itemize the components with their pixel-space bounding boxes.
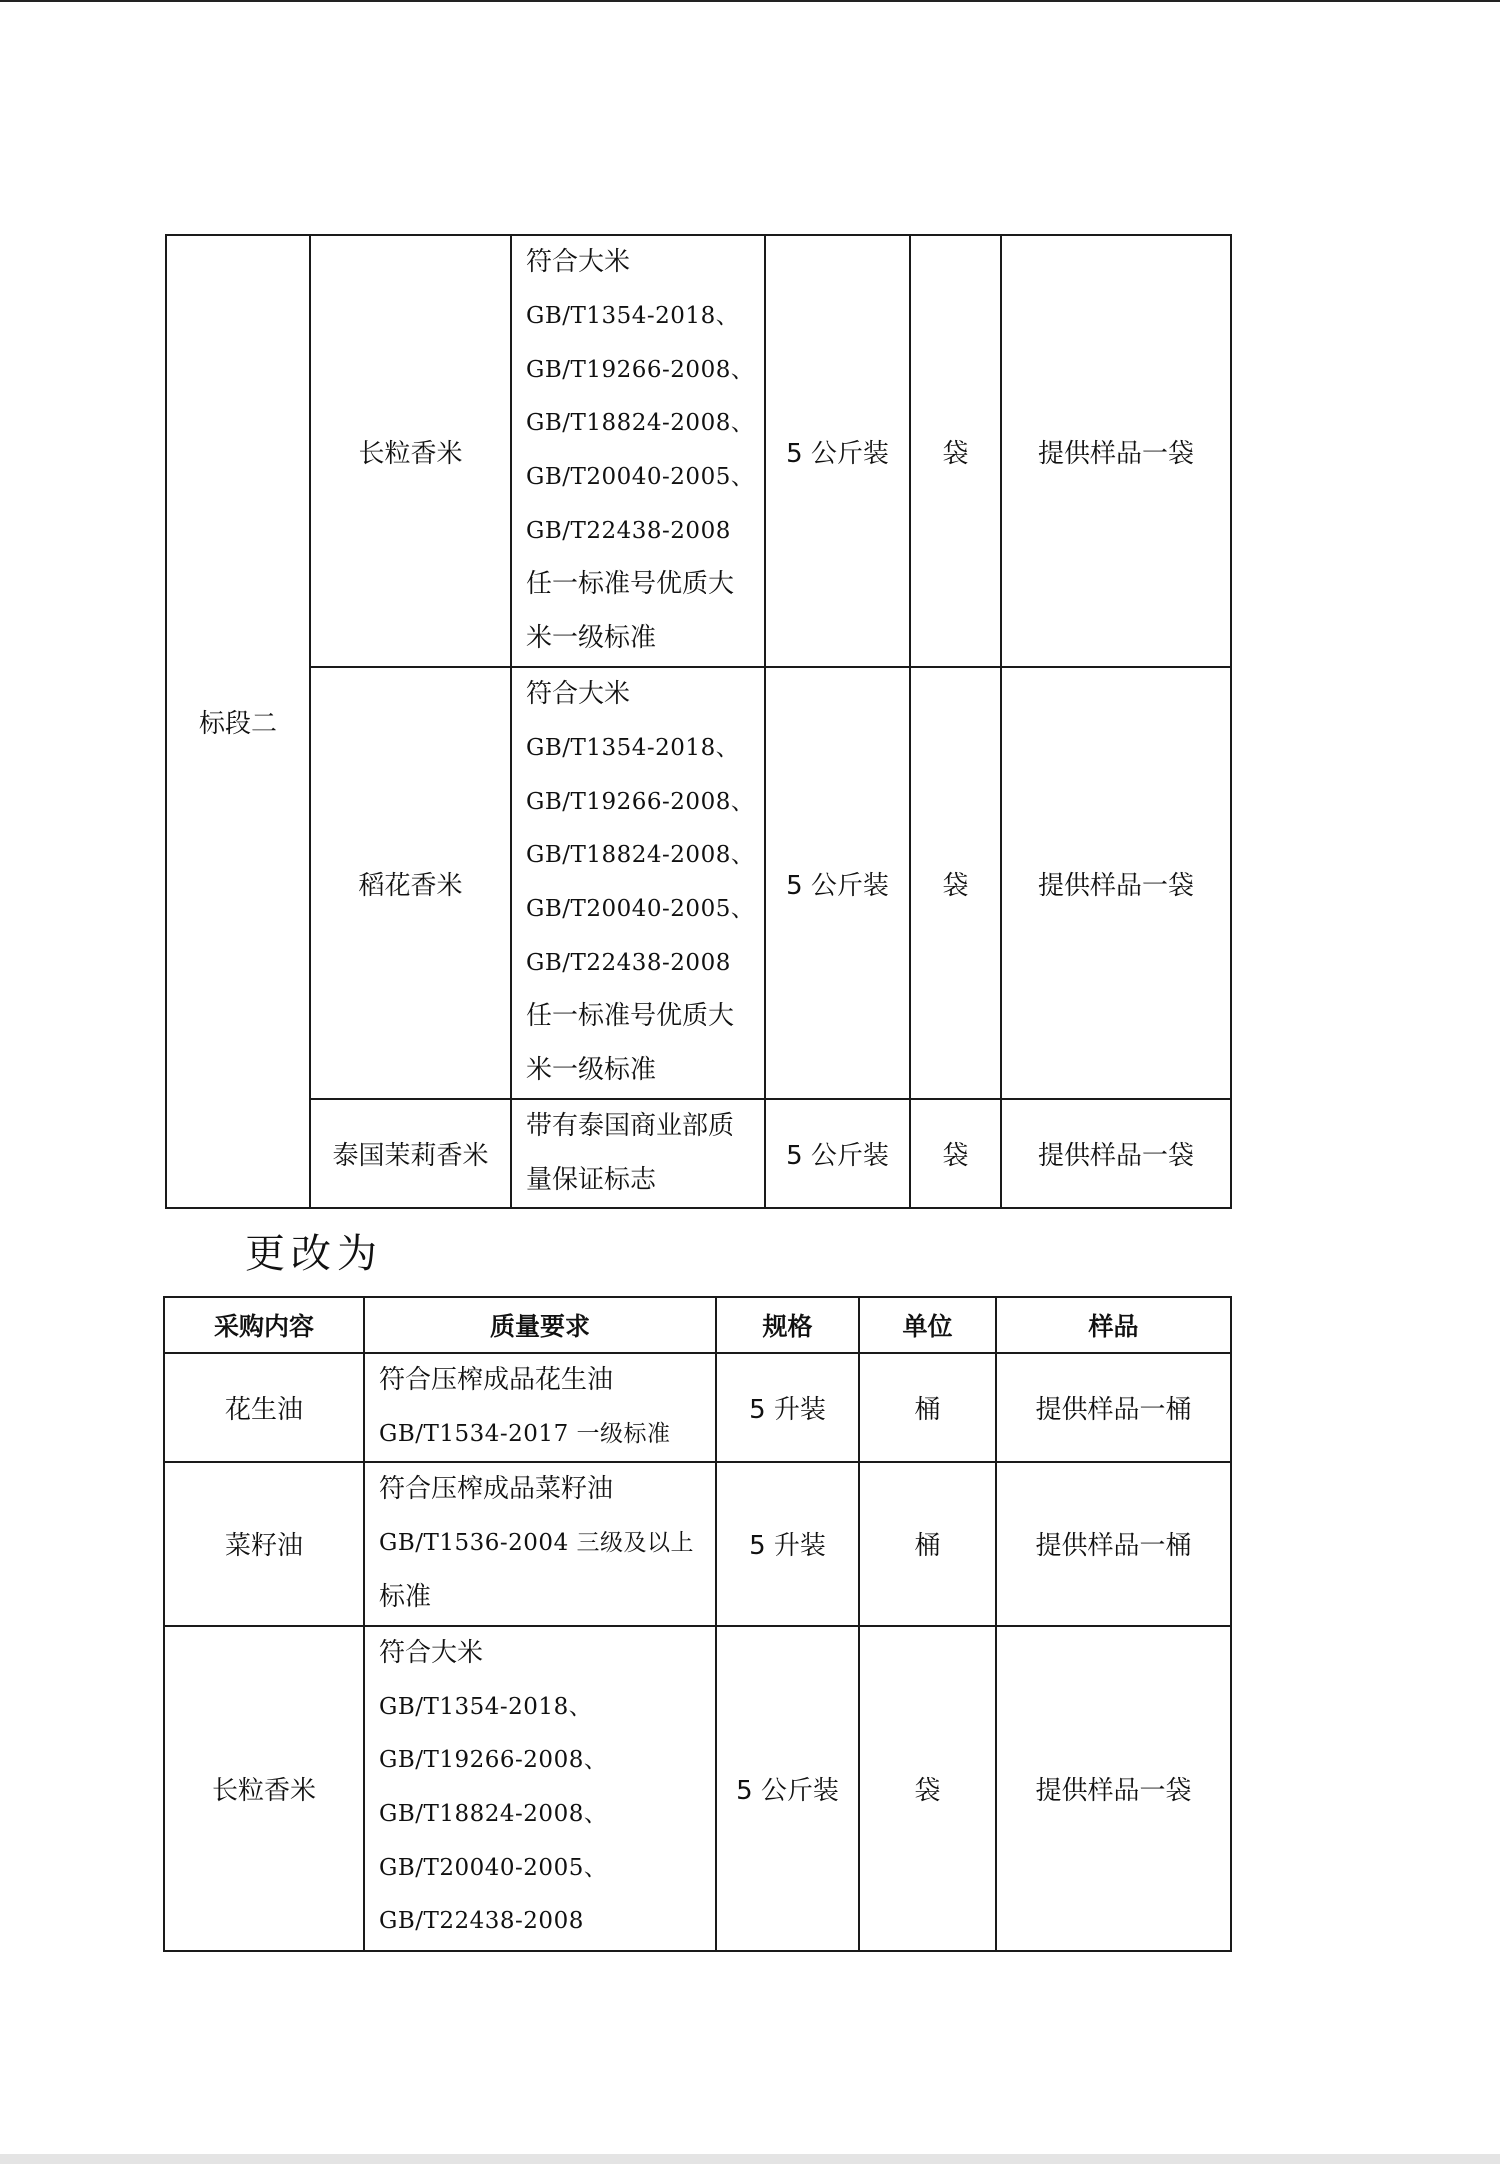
quality-line: 符合大米 xyxy=(526,247,631,278)
product-name: 稻花香米 xyxy=(310,667,511,1099)
unit-cell: 桶 xyxy=(859,1353,996,1462)
product-name: 花生油 xyxy=(164,1353,364,1462)
sample-cell: 提供样品一桶 xyxy=(996,1353,1231,1462)
product-name: 菜籽油 xyxy=(164,1462,364,1625)
scan-top-border xyxy=(0,0,1500,2)
quality-line: GB/T18824-2008、 xyxy=(379,1801,608,1828)
quality-requirement xyxy=(511,1099,765,1208)
product-name: 长粒香米 xyxy=(164,1626,364,1951)
quality-line: GB/T22438-2008 xyxy=(526,949,731,976)
quality-line: GB/T19266-2008、 xyxy=(526,788,755,815)
spec-cell: 5 公斤装 xyxy=(765,667,910,1099)
quality-line: 任一标准号优质大 xyxy=(526,1001,735,1032)
quality-line: GB/T1534-2017 一级标准 xyxy=(379,1420,671,1447)
header-content: 采购内容 xyxy=(164,1297,364,1353)
unit-cell: 袋 xyxy=(910,1099,1001,1208)
header-row xyxy=(164,1297,1231,1353)
unit-cell: 袋 xyxy=(859,1626,996,1951)
spec-cell: 5 公斤装 xyxy=(765,1099,910,1208)
table-row xyxy=(164,1626,1231,1951)
sample-cell: 提供样品一袋 xyxy=(1001,1099,1231,1208)
header-spec: 规格 xyxy=(716,1297,859,1353)
spec-cell: 5 公斤装 xyxy=(716,1626,859,1951)
quality-line: GB/T19266-2008、 xyxy=(526,356,755,383)
spec-cell: 5 公斤装 xyxy=(765,235,910,667)
quality-line: GB/T18824-2008、 xyxy=(526,410,755,437)
quality-requirement xyxy=(364,1462,716,1625)
quality-line: 米一级标准 xyxy=(526,623,657,654)
scan-bottom-edge xyxy=(0,2154,1500,2164)
quality-requirement xyxy=(364,1353,716,1462)
quality-line: 符合压榨成品花生油 xyxy=(379,1365,614,1395)
header-sample: 样品 xyxy=(996,1297,1231,1353)
table-row xyxy=(166,235,1231,667)
quality-line: GB/T1354-2018、 xyxy=(526,734,740,761)
section-two-table xyxy=(165,234,1232,1209)
sample-cell: 提供样品一袋 xyxy=(996,1626,1231,1951)
quality-line: GB/T1354-2018、 xyxy=(379,1693,593,1720)
quality-line: GB/T1354-2018、 xyxy=(526,302,740,329)
quality-line: GB/T19266-2008、 xyxy=(379,1747,608,1774)
sample-cell: 提供样品一袋 xyxy=(1001,667,1231,1099)
table-row xyxy=(164,1353,1231,1462)
quality-line: GB/T22438-2008 xyxy=(526,517,731,544)
change-heading: 更改为 xyxy=(245,1231,383,1277)
quality-line: 带有泰国商业部质 xyxy=(526,1111,735,1141)
table-row xyxy=(166,667,1231,1099)
header-unit: 单位 xyxy=(859,1297,996,1353)
quality-requirement xyxy=(511,667,765,1099)
spec-cell: 5 升装 xyxy=(716,1462,859,1625)
unit-cell: 桶 xyxy=(859,1462,996,1625)
quality-line: GB/T20040-2005、 xyxy=(379,1854,608,1881)
sample-cell: 提供样品一袋 xyxy=(1001,235,1231,667)
revised-procurement-table xyxy=(163,1296,1232,1952)
quality-line: 量保证标志 xyxy=(526,1164,657,1195)
quality-requirement xyxy=(364,1626,716,1951)
product-name: 长粒香米 xyxy=(310,235,511,667)
table-row xyxy=(164,1462,1231,1625)
quality-line: 符合大米 xyxy=(379,1637,484,1668)
quality-line: 米一级标准 xyxy=(526,1055,657,1086)
section-label: 标段二 xyxy=(166,235,310,1208)
product-name: 泰国茉莉香米 xyxy=(310,1099,511,1208)
quality-line: GB/T18824-2008、 xyxy=(526,842,755,869)
unit-cell: 袋 xyxy=(910,235,1001,667)
quality-line: GB/T20040-2005、 xyxy=(526,464,755,490)
spec-cell: 5 升装 xyxy=(716,1353,859,1462)
sample-cell: 提供样品一桶 xyxy=(996,1462,1231,1625)
quality-line: 标准 xyxy=(379,1581,432,1612)
quality-line: GB/T22438-2008 xyxy=(379,1908,584,1935)
unit-cell: 袋 xyxy=(910,667,1001,1099)
quality-line: 符合大米 xyxy=(526,679,631,710)
header-quality: 质量要求 xyxy=(364,1297,716,1353)
quality-line: 符合压榨成品菜籽油 xyxy=(379,1474,614,1505)
quality-line: GB/T1536-2004 三级及以上 xyxy=(379,1530,695,1557)
quality-line: GB/T20040-2005、 xyxy=(526,896,755,922)
quality-line: 任一标准号优质大 xyxy=(526,569,735,600)
quality-requirement xyxy=(511,235,765,667)
table-row xyxy=(166,1099,1231,1208)
